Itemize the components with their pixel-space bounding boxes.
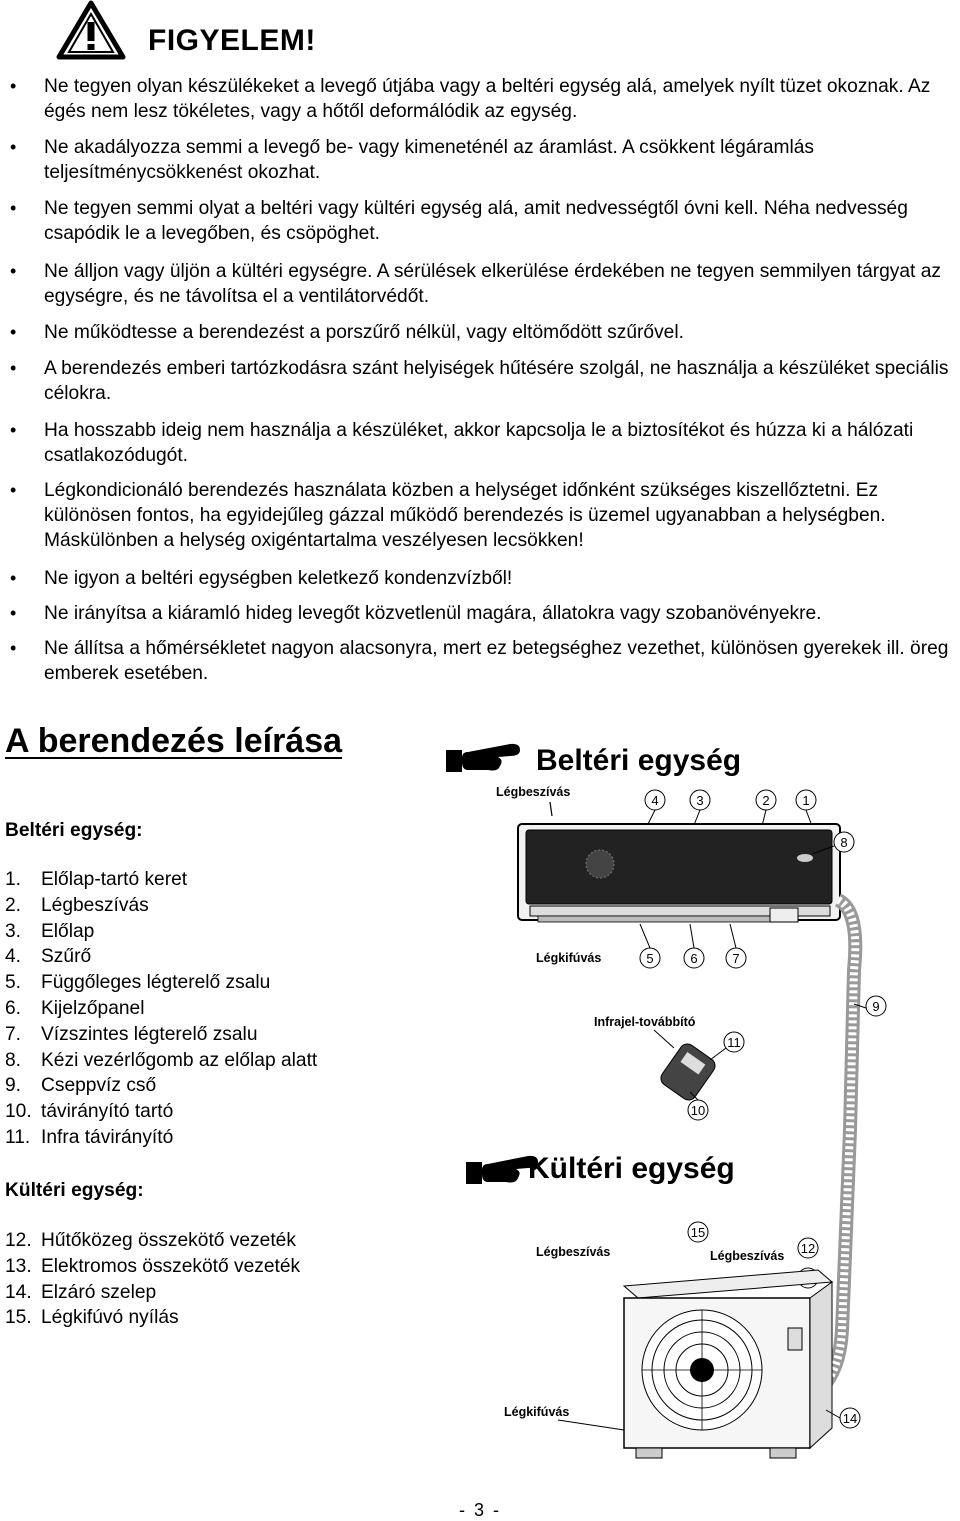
warning-bullet: • Ha hosszabb ideig nem használja a készüléket, akkor kapcsolja le a biztosítékot és húzza ki a hálózati csatlakozódugót.	[44, 418, 958, 468]
part-number: 8.	[5, 1049, 22, 1071]
part-label: Elektromos összekötő vezeték	[41, 1255, 301, 1277]
warning-bullet: • Ne tegyen olyan készülékeket a levegő útjába vagy a beltéri egység alá, amelyek nyílt tüzet okoznak. Az égés nem lesz tökéletes, vagy a hőtől deformálódik az egység.	[44, 74, 958, 124]
part-item	[5, 1280, 300, 1306]
part-number: 11.	[5, 1126, 31, 1148]
outdoor-heading: Kültéri egység:	[5, 1180, 144, 1201]
part-item	[5, 1048, 317, 1074]
part-label: Cseppvíz cső	[41, 1075, 157, 1097]
svg-text:14: 14	[842, 1411, 858, 1426]
callout-10	[688, 1100, 708, 1120]
callout-11	[724, 1032, 744, 1052]
part-number: 7.	[5, 1023, 22, 1045]
part-number: 13.	[5, 1255, 32, 1277]
callout-12	[798, 1238, 818, 1258]
part-label: Szűrő	[41, 946, 92, 968]
pointing-hand-icon	[446, 744, 520, 772]
svg-text:15: 15	[690, 1225, 706, 1240]
part-label: Előlap	[41, 920, 95, 942]
warning-bullet: • A berendezés emberi tartózkodásra szánt helyiségek hűtésére szolgál, ne használja a készüléket speciális célokra.	[44, 356, 958, 406]
part-number: 2.	[5, 894, 22, 916]
diagram-indoor-heading: Beltéri egység	[536, 744, 742, 777]
svg-text:3: 3	[696, 793, 704, 808]
part-item	[5, 1125, 317, 1151]
part-label: Légbeszívás	[41, 894, 149, 916]
indoor-unit	[518, 824, 840, 922]
svg-text:4: 4	[651, 793, 659, 808]
warning-bullet: • Ne akadályozza semmi a levegő be- vagy kimeneténél az áramlást. A csökkent légáramlás teljesítménycsökkenést okozhat.	[44, 135, 958, 185]
svg-text:2: 2	[762, 793, 770, 808]
part-label: Vízszintes légterelő zsalu	[41, 1023, 258, 1045]
warning-bullet: • Ne tegyen semmi olyat a beltéri vagy kültéri egység alá, amit nedvességtől óvni kell. Néha nedvesség csapódik le a levegőben, és csöpöghet.	[44, 196, 958, 246]
warning-title: FIGYELEM!	[148, 24, 316, 57]
part-item	[5, 1073, 317, 1099]
section-title: A berendezés leírása	[5, 722, 343, 760]
callout-7	[726, 948, 746, 968]
svg-text:8: 8	[840, 835, 848, 850]
warning-bullet: • Ne álljon vagy üljön a kültéri egységre. A sérülések elkerülése érdekében ne tegyen semmilyen tárgyat az egységre, és ne távolítsa el a ventilátorvédőt.	[44, 259, 958, 309]
part-label: Elzáró szelep	[41, 1281, 157, 1303]
remote-control	[658, 1041, 718, 1103]
part-label: Függőleges légterelő zsalu	[41, 972, 271, 994]
diagram-label-ir: Infrajel-továbbító	[594, 1015, 696, 1029]
warning-triangle-icon	[56, 0, 126, 60]
callout-5	[640, 948, 660, 968]
part-label: Infra távirányító	[41, 1126, 174, 1148]
part-number: 5.	[5, 972, 22, 994]
warning-bullet: • Ne irányítsa a kiáramló hideg levegőt közvetlenül magára, állatokra vagy szobanövényekre.	[44, 601, 958, 626]
callout-4	[645, 790, 665, 810]
part-item	[5, 1254, 300, 1280]
warning-bullet: • Ne igyon a beltéri egységben keletkező kondenzvízből!	[44, 566, 958, 591]
outdoor-unit	[624, 1270, 832, 1458]
part-number: 12.	[5, 1230, 32, 1251]
diagram-label-air-out: Légkifúvás	[536, 951, 602, 965]
part-number: 3.	[5, 920, 22, 942]
callout-15	[688, 1222, 708, 1242]
callout-8	[834, 832, 854, 852]
part-item	[5, 919, 317, 945]
part-item	[5, 1022, 317, 1048]
outdoor-parts-list	[5, 1228, 300, 1331]
part-label: távirányító tartó	[41, 1101, 174, 1123]
svg-text:5: 5	[646, 951, 654, 966]
warning-header	[56, 0, 376, 62]
part-item	[5, 1099, 317, 1125]
diagram-label-air-in-3: Légbeszívás	[710, 1249, 785, 1263]
svg-text:10: 10	[690, 1103, 706, 1118]
svg-text:11: 11	[727, 1035, 741, 1050]
part-label: Kézi vezérlőgomb az előlap alatt	[41, 1049, 318, 1071]
part-number: 4.	[5, 946, 22, 968]
part-item	[5, 944, 317, 970]
part-number: 14.	[5, 1281, 32, 1303]
part-item	[5, 893, 317, 919]
indoor-parts-list	[5, 867, 317, 1151]
part-label: Légkifúvó nyílás	[41, 1307, 179, 1329]
callout-3	[690, 790, 710, 810]
diagram-label-air-in-2: Légbeszívás	[536, 1245, 611, 1259]
part-number: 1.	[5, 869, 22, 890]
page-number: - 3 -	[458, 1500, 501, 1520]
part-item	[5, 1305, 300, 1331]
svg-text:1: 1	[802, 793, 810, 808]
part-number: 10.	[5, 1101, 32, 1123]
part-label: Kijelzőpanel	[41, 997, 145, 1019]
part-number: 15.	[5, 1307, 32, 1329]
part-item	[5, 867, 317, 893]
svg-text:12: 12	[800, 1241, 816, 1256]
diagram-label-air-in: Légbeszívás	[496, 785, 571, 799]
callout-14	[840, 1408, 860, 1428]
warning-bullet: • Légkondicionáló berendezés használata közben a helységet időnként szükséges kiszellőztetni. Ez különösen fontos, ha egyidejűleg gázzal működő berendezés is üzemel ugyanabban a helységben. Máskülönben a helység oxigéntartalma veszélyesen lecsökken!	[44, 478, 958, 553]
svg-text:6: 6	[690, 951, 698, 966]
svg-text:7: 7	[732, 951, 740, 966]
diagram-outdoor-heading: Kültéri egység	[528, 1152, 735, 1185]
warning-bullet: • Ne működtesse a berendezést a porszűrő nélkül, vagy eltömődött szűrővel.	[44, 320, 958, 345]
diagram-label-air-out-2: Légkifúvás	[504, 1405, 570, 1419]
ac-unit-diagram	[440, 730, 960, 1490]
svg-text:9: 9	[872, 999, 880, 1014]
part-item	[5, 996, 317, 1022]
callout-6	[684, 948, 704, 968]
part-label: Előlap-tartó keret	[41, 869, 188, 890]
part-item	[5, 970, 317, 996]
callout-1	[796, 790, 816, 810]
indoor-heading: Beltéri egység:	[5, 820, 143, 841]
part-number: 6.	[5, 997, 22, 1019]
part-item	[5, 1228, 300, 1254]
callout-2	[756, 790, 776, 810]
warning-bullet: • Ne állítsa a hőmérsékletet nagyon alacsonyra, mert ez betegséghez vezethet, különösen gyerekek ill. öreg emberek esetében.	[44, 636, 958, 686]
callout-9	[866, 996, 886, 1016]
part-label: Hűtőközeg összekötő vezeték	[41, 1230, 296, 1251]
part-number: 9.	[5, 1075, 22, 1097]
